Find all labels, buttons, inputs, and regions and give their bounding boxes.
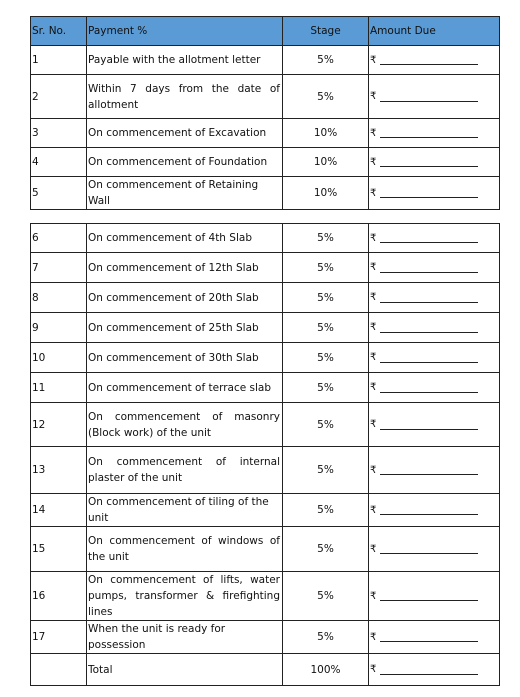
sr-no-cell: 6 xyxy=(31,224,87,253)
rupee-symbol: ₹ xyxy=(370,464,377,476)
total-label: Total xyxy=(87,654,283,686)
table-row xyxy=(31,494,500,527)
amount-due-cell xyxy=(369,313,500,343)
table-row xyxy=(31,75,500,119)
amount-due-cell xyxy=(369,46,500,75)
amount-blank-line xyxy=(380,127,478,138)
sr-no-cell: 8 xyxy=(31,283,87,313)
amount-blank-line xyxy=(380,156,478,167)
table-row xyxy=(31,447,500,494)
table-row xyxy=(31,119,500,148)
sr-no-cell: 12 xyxy=(31,403,87,447)
amount-blank-line xyxy=(380,91,478,102)
amount-due-cell xyxy=(369,447,500,494)
table-row xyxy=(31,343,500,373)
sr-no-cell: 3 xyxy=(31,119,87,148)
amount-blank-line xyxy=(380,664,478,675)
sr-no-cell: 5 xyxy=(31,177,87,210)
sr-no-cell: 7 xyxy=(31,253,87,283)
sr-no-cell: 17 xyxy=(31,621,87,654)
sr-no-cell: 2 xyxy=(31,75,87,119)
amount-due-cell xyxy=(369,283,500,313)
sr-no-cell: 13 xyxy=(31,447,87,494)
payment-cell: Payable with the allotment letter xyxy=(87,46,283,75)
sr-no-cell: 4 xyxy=(31,148,87,177)
payment-cell: On commencement of 4th Slab xyxy=(87,224,283,253)
rupee-symbol: ₹ xyxy=(370,262,377,273)
header-payment: Payment % xyxy=(87,17,283,46)
payment-cell: Within 7 days from the date of allotment xyxy=(87,75,283,119)
payment-cell: On commencement of 25th Slab xyxy=(87,313,283,343)
rupee-symbol: ₹ xyxy=(370,543,377,555)
amount-blank-line xyxy=(380,590,478,601)
payment-cell: On commencement of Foundation xyxy=(87,148,283,177)
sr-no-cell: 10 xyxy=(31,343,87,373)
table-row xyxy=(31,621,500,654)
rupee-symbol: ₹ xyxy=(370,352,377,363)
stage-cell: 5% xyxy=(283,224,369,253)
rupee-symbol: ₹ xyxy=(370,156,377,168)
amount-due-cell xyxy=(369,527,500,572)
stage-cell: 5% xyxy=(283,527,369,572)
amount-blank-line xyxy=(380,54,478,65)
amount-blank-line xyxy=(380,631,478,642)
amount-due-cell xyxy=(369,403,500,447)
rupee-symbol: ₹ xyxy=(370,187,377,199)
sr-no-cell: 11 xyxy=(31,373,87,403)
rupee-symbol: ₹ xyxy=(370,292,377,303)
payment-cell: On commencement of masonry (Block work) of the unit xyxy=(87,403,283,447)
rupee-symbol: ₹ xyxy=(370,504,377,516)
amount-due-cell xyxy=(369,148,500,177)
stage-cell: 5% xyxy=(283,75,369,119)
rupee-symbol: ₹ xyxy=(370,127,377,139)
rupee-symbol: ₹ xyxy=(370,322,377,333)
payment-cell: On commencement of 30th Slab xyxy=(87,343,283,373)
stage-cell: 5% xyxy=(283,403,369,447)
amount-due-cell xyxy=(369,177,500,210)
stage-cell: 10% xyxy=(283,148,369,177)
stage-cell: 10% xyxy=(283,119,369,148)
amount-blank-line xyxy=(380,352,478,363)
sr-no-cell: 15 xyxy=(31,527,87,572)
header-amount-due: Amount Due xyxy=(369,17,500,46)
table-row xyxy=(31,224,500,253)
amount-due-cell xyxy=(369,373,500,403)
amount-due-cell xyxy=(369,494,500,527)
payment-cell: On commencement of windows of the unit xyxy=(87,527,283,572)
table-row xyxy=(31,46,500,75)
rupee-symbol: ₹ xyxy=(370,91,377,102)
amount-blank-line xyxy=(380,419,478,430)
amount-blank-line xyxy=(380,382,478,393)
table-row xyxy=(31,313,500,343)
table-row xyxy=(31,527,500,572)
table-row xyxy=(31,403,500,447)
header-sr-no: Sr. No. xyxy=(31,17,87,46)
payment-schedule-table-part-2 xyxy=(30,223,500,686)
amount-due-cell xyxy=(369,224,500,253)
stage-cell: 5% xyxy=(283,283,369,313)
table-row xyxy=(31,572,500,621)
sr-no-cell: 14 xyxy=(31,494,87,527)
amount-due-cell xyxy=(369,621,500,654)
rupee-symbol: ₹ xyxy=(370,54,377,66)
amount-due-cell xyxy=(369,253,500,283)
header-stage: Stage xyxy=(283,17,369,46)
stage-cell: 5% xyxy=(283,313,369,343)
table-row xyxy=(31,283,500,313)
payment-cell: On commencement of internal plaster of the unit xyxy=(87,447,283,494)
sr-no-cell: 1 xyxy=(31,46,87,75)
amount-blank-line xyxy=(380,322,478,333)
payment-cell: On commencement of Excavation xyxy=(87,119,283,148)
amount-blank-line xyxy=(380,292,478,303)
table-row xyxy=(31,373,500,403)
payment-cell: On commencement of 20th Slab xyxy=(87,283,283,313)
rupee-symbol: ₹ xyxy=(370,631,377,643)
stage-cell: 5% xyxy=(283,494,369,527)
amount-due-cell xyxy=(369,75,500,119)
amount-blank-line xyxy=(380,543,478,554)
amount-blank-line xyxy=(380,232,478,243)
amount-blank-line xyxy=(380,187,478,198)
sr-no-cell xyxy=(31,654,87,686)
stage-cell: 5% xyxy=(283,572,369,621)
amount-blank-line xyxy=(380,464,478,475)
stage-cell: 5% xyxy=(283,373,369,403)
amount-blank-line xyxy=(380,504,478,515)
stage-cell: 5% xyxy=(283,343,369,373)
stage-cell: 5% xyxy=(283,46,369,75)
rupee-symbol: ₹ xyxy=(370,419,377,430)
table-row xyxy=(31,177,500,210)
payment-cell: On commencement of tiling of the unit xyxy=(87,494,283,527)
payment-cell: When the unit is ready for possession xyxy=(87,621,283,654)
rupee-symbol: ₹ xyxy=(370,664,377,675)
rupee-symbol: ₹ xyxy=(370,590,377,602)
payment-cell: On commencement of Retaining Wall xyxy=(87,177,283,210)
stage-cell: 100% xyxy=(283,654,369,686)
amount-due-cell xyxy=(369,654,500,686)
stage-cell: 5% xyxy=(283,253,369,283)
rupee-symbol: ₹ xyxy=(370,232,377,244)
sr-no-cell: 16 xyxy=(31,572,87,621)
payment-schedule-table-part-1 xyxy=(30,16,500,210)
table-row xyxy=(31,253,500,283)
payment-cell: On commencement of terrace slab xyxy=(87,373,283,403)
table-row xyxy=(31,148,500,177)
amount-due-cell xyxy=(369,119,500,148)
amount-due-cell xyxy=(369,343,500,373)
amount-due-cell xyxy=(369,572,500,621)
sr-no-cell: 9 xyxy=(31,313,87,343)
stage-cell: 5% xyxy=(283,447,369,494)
total-row xyxy=(31,654,500,686)
payment-cell: On commencement of 12th Slab xyxy=(87,253,283,283)
stage-cell: 10% xyxy=(283,177,369,210)
payment-cell: On commencement of lifts, water pumps, transformer & firefighting lines xyxy=(87,572,283,621)
amount-blank-line xyxy=(380,262,478,273)
stage-cell: 5% xyxy=(283,621,369,654)
table-header-row xyxy=(31,17,500,46)
rupee-symbol: ₹ xyxy=(370,382,377,393)
